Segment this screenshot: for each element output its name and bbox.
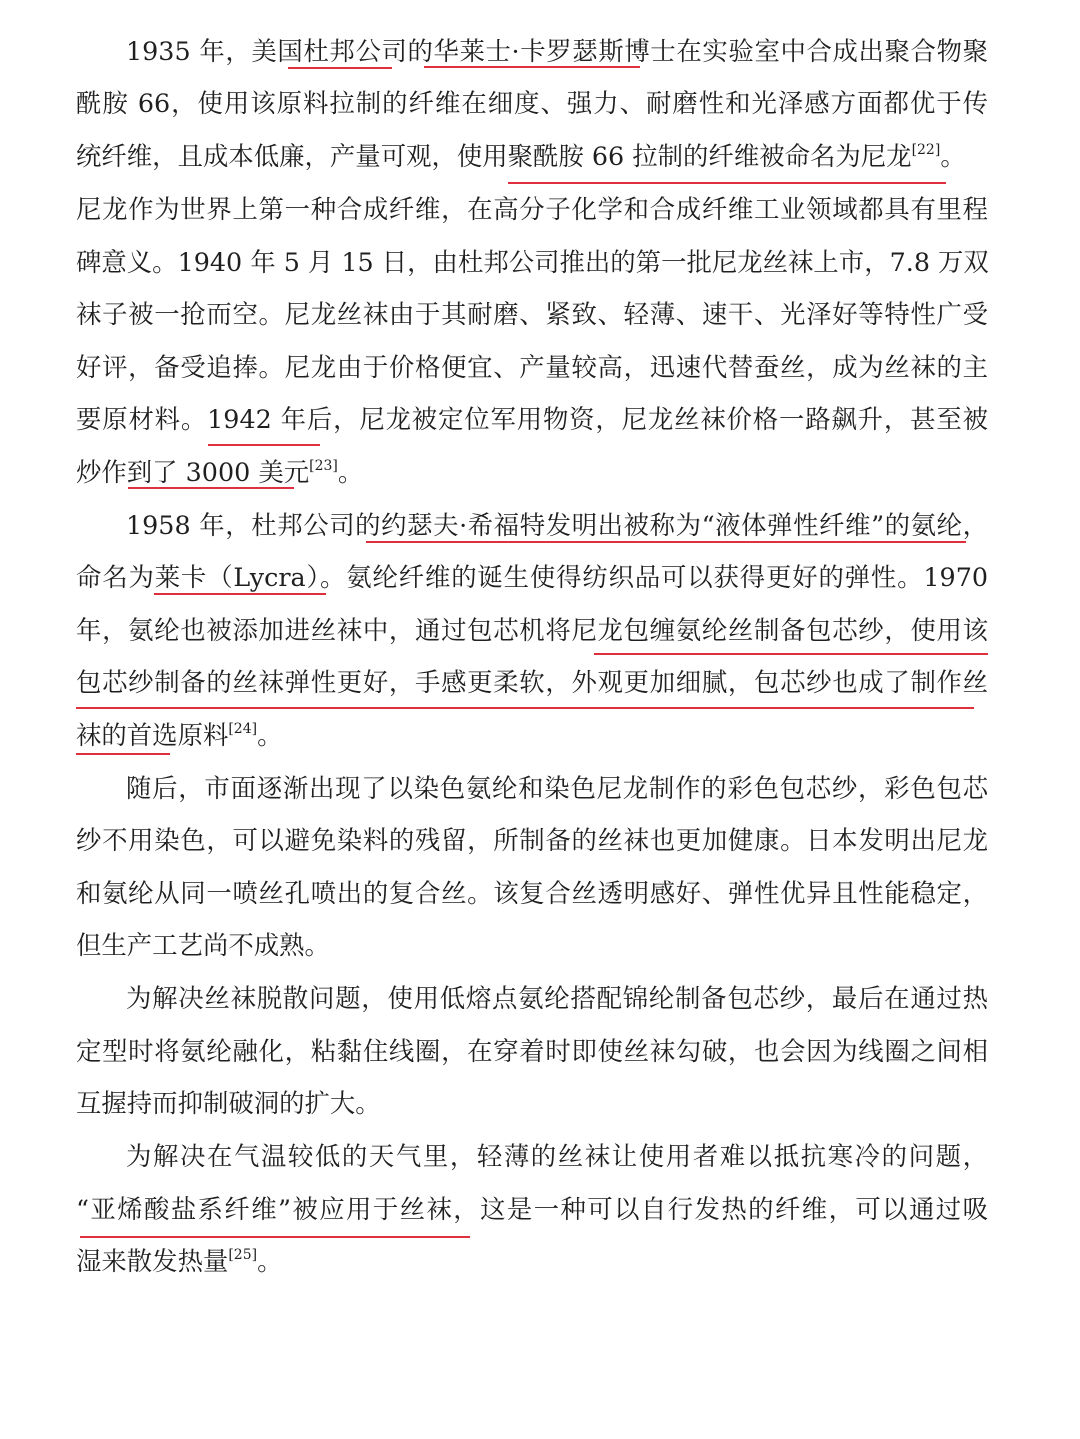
text-line: 年，氨纶也被添加进丝袜中，通过包芯机将尼龙包缠氨纶丝制备包芯纱，使用该 (76, 615, 988, 645)
text-line: 为解决在气温较低的天气里，轻薄的丝袜让使用者难以抵抗寒冷的问题， (126, 1141, 988, 1171)
red-underline (594, 653, 988, 655)
text-line: 酰胺 66，使用该原料拉制的纤维在细度、强力、耐磨性和光泽感方面都优于传 (76, 88, 988, 118)
text-line: 和氨纶从同一喷丝孔喷出的复合丝。该复合丝透明感好、弹性优异且性能稳定， (76, 878, 988, 908)
text-line: 但生产工艺尚不成熟。 (76, 930, 330, 960)
text-line: 定型时将氨纶融化，粘黏住线圈，在穿着时即使丝袜勾破，也会因为线圈之间相 (76, 1036, 988, 1066)
text-line: “亚烯酸盐系纤维”被应用于丝袜，这是一种可以自行发热的纤维，可以通过吸 (76, 1194, 988, 1224)
citation-22: [22] (911, 142, 941, 158)
text-line (76, 452, 988, 492)
red-underline (80, 1236, 470, 1238)
text-line: 1935 年，美国杜邦公司的华莱士·卡罗瑟斯博士在实验室中合成出聚合物聚 (126, 36, 988, 66)
red-underline (508, 182, 946, 184)
text-line-content: 袜的首选原料 (76, 720, 229, 750)
text-line (76, 715, 988, 755)
text-line: 纱不用染色，可以避免染料的残留，所制备的丝袜也更加健康。日本发明出尼龙 (76, 825, 988, 855)
citation-23: [23] (309, 458, 338, 474)
text-line: 1958 年，杜邦公司的约瑟夫·希福特发明出被称为“液体弹性纤维”的氨纶， (126, 510, 988, 540)
text-line: 互握持而抑制破洞的扩大。 (76, 1088, 381, 1118)
text-line: 随后，市面逐渐出现了以染色氨纶和染色尼龙制作的彩色包芯纱，彩色包芯 (126, 773, 988, 803)
text-line: 包芯纱制备的丝袜弹性更好，手感更柔软，外观更加细腻，包芯纱也成了制作丝 (76, 667, 988, 697)
text-line: 好评，备受追捧。尼龙由于价格便宜、产量较高，迅速代替蚕丝，成为丝袜的主 (76, 352, 988, 382)
text-line: 碑意义。1940 年 5 月 15 日，由杜邦公司推出的第一批尼龙丝袜上市，7.8 万双 (76, 247, 989, 277)
citation-25: [25] (228, 1247, 258, 1263)
text-line (76, 136, 988, 176)
red-underline (76, 707, 974, 709)
text-line (76, 1241, 988, 1281)
text-line-content: 湿来散发热量 (76, 1246, 229, 1276)
text-line: 为解决丝袜脱散问题，使用低熔点氨纶搭配锦纶制备包芯纱，最后在通过热 (126, 983, 988, 1013)
text-line: 尼龙作为世界上第一种合成纤维，在高分子化学和合成纤维工业领域都具有里程 (76, 194, 988, 224)
citation-tail: 。 (337, 457, 364, 487)
text-line: 袜子被一抢而空。尼龙丝袜由于其耐磨、紧致、轻薄、速干、光泽好等特性广受 (76, 299, 988, 329)
text-line: 要原材料。1942 年后，尼龙被定位军用物资，尼龙丝袜价格一路飙升，甚至被 (76, 404, 988, 434)
text-line-content: 统纤维，且成本低廉，产量可观，使用聚酰胺 66 拉制的纤维被命名为尼龙 (76, 141, 912, 171)
citation-24: [24] (228, 721, 258, 737)
text-line-content: 炒作到了 3000 美元 (76, 457, 310, 487)
citation-tail: 。 (257, 1246, 283, 1276)
citation-tail: 。 (940, 141, 966, 171)
red-underline (208, 444, 320, 446)
citation-tail: 。 (257, 720, 283, 750)
text-line: 命名为莱卡（Lycra）。氨纶纤维的诞生使得纺织品可以获得更好的弹性。1970 (76, 562, 988, 592)
